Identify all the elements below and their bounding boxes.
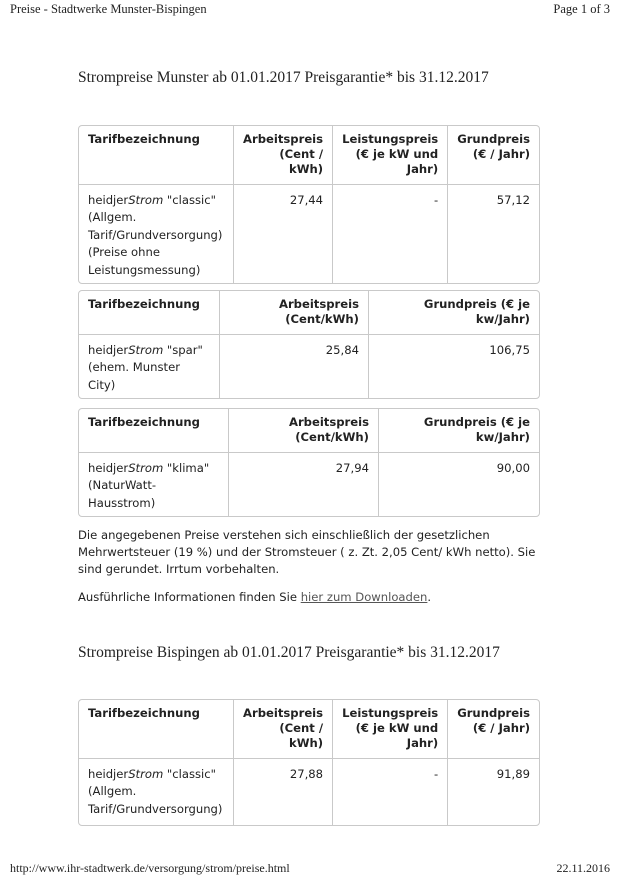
arbeitspreis-value: 27,94 xyxy=(228,453,378,516)
tariff-brand-italic: Strom xyxy=(128,343,164,357)
column-header-tarifbezeichnung: Tarifbezeichnung xyxy=(79,126,233,185)
arbeitspreis-value: 27,88 xyxy=(233,759,332,825)
grundpreis-value: 106,75 xyxy=(368,335,539,398)
tariff-name-cell xyxy=(79,759,233,825)
download-link[interactable]: hier zum Downloaden xyxy=(300,590,428,604)
column-header-tarifbezeichnung: Tarifbezeichnung xyxy=(79,700,233,759)
leistungspreis-value: - xyxy=(332,185,447,283)
grundpreis-value: 90,00 xyxy=(378,453,539,516)
page-footer-url: http://www.ihr-stadtwerk.de/versorgung/strom/preise.html xyxy=(10,861,290,875)
price-note: Die angegebenen Preise verstehen sich einschließlich der gesetzlichen Mehrwertsteuer (19 %) und der Stromsteuer ( z. Zt. 2,05 Cent/ kWh netto). Sie sind gerundet. Irrtum vorbehalten. xyxy=(78,528,536,576)
tariff-name-cell xyxy=(79,185,233,283)
grundpreis-value: 57,12 xyxy=(447,185,539,283)
table-row xyxy=(79,759,539,825)
arbeitspreis-value: 25,84 xyxy=(219,335,368,398)
table-header-row xyxy=(79,126,539,185)
table-row xyxy=(79,185,539,283)
tariff-table-munster-spar xyxy=(78,290,540,399)
tariff-name-rest: "spar" (ehem. Munster City) xyxy=(88,343,203,392)
tariff-name-rest: "classic" (Allgem. Tarif/Grundversorgung) xyxy=(88,767,223,816)
page-footer-date: 22.11.2016 xyxy=(556,861,610,875)
column-header-tarifbezeichnung: Tarifbezeichnung xyxy=(79,409,228,453)
tariff-brand: heidjer xyxy=(88,461,129,475)
download-info-prefix: Ausführliche Informationen finden Sie xyxy=(78,590,301,604)
tariff-table-munster-klima xyxy=(78,408,540,517)
table-header-row xyxy=(79,409,539,453)
section-title-bispingen: Strompreise Bispingen ab 01.01.2017 Preisgarantie* bis 31.12.2017 xyxy=(78,644,500,661)
table-header-row xyxy=(79,291,539,335)
column-header-arbeitspreis: Arbeitspreis (Cent / kWh) xyxy=(233,126,332,185)
tariff-brand-italic: Strom xyxy=(128,767,164,781)
column-header-grundpreis: Grundpreis (€ / Jahr) xyxy=(447,126,539,185)
tariff-name-cell xyxy=(79,335,219,398)
download-info-suffix: . xyxy=(427,590,432,604)
column-header-arbeitspreis: Arbeitspreis (Cent/kWh) xyxy=(228,409,378,453)
tariff-brand: heidjer xyxy=(88,193,129,207)
column-header-leistungspreis: Leistungspreis (€ je kW und Jahr) xyxy=(332,126,447,185)
page-header-title: Preise - Stadtwerke Munster-Bispingen xyxy=(10,2,207,16)
grundpreis-value: 91,89 xyxy=(447,759,539,825)
tariff-brand-italic: Strom xyxy=(128,193,164,207)
tariff-name-rest: "klima" (NaturWatt-Hausstrom) xyxy=(88,461,210,510)
table-header-row xyxy=(79,700,539,759)
column-header-leistungspreis: Leistungspreis (€ je kW und Jahr) xyxy=(332,700,447,759)
page-header-page-number: Page 1 of 3 xyxy=(553,2,610,16)
column-header-grundpreis: Grundpreis (€ je kw/Jahr) xyxy=(378,409,539,453)
tariff-name-rest: "classic" (Allgem. Tarif/Grundversorgung) (Preise ohne Leistungsmessung) xyxy=(88,193,223,277)
column-header-tarifbezeichnung: Tarifbezeichnung xyxy=(79,291,219,335)
tariff-name-cell xyxy=(79,453,228,516)
column-header-grundpreis: Grundpreis (€ / Jahr) xyxy=(447,700,539,759)
section-title-munster: Strompreise Munster ab 01.01.2017 Preisgarantie* bis 31.12.2017 xyxy=(78,69,489,86)
download-info xyxy=(78,589,548,606)
tariff-brand-italic: Strom xyxy=(128,461,164,475)
column-header-arbeitspreis: Arbeitspreis (Cent / kWh) xyxy=(233,700,332,759)
tariff-brand: heidjer xyxy=(88,767,129,781)
column-header-arbeitspreis: Arbeitspreis (Cent/kWh) xyxy=(219,291,368,335)
tariff-table-bispingen-classic xyxy=(78,699,540,826)
arbeitspreis-value: 27,44 xyxy=(233,185,332,283)
table-row xyxy=(79,335,539,398)
leistungspreis-value: - xyxy=(332,759,447,825)
table-row xyxy=(79,453,539,516)
column-header-grundpreis: Grundpreis (€ je kw/Jahr) xyxy=(368,291,539,335)
tariff-brand: heidjer xyxy=(88,343,129,357)
tariff-table-munster-classic xyxy=(78,125,540,284)
